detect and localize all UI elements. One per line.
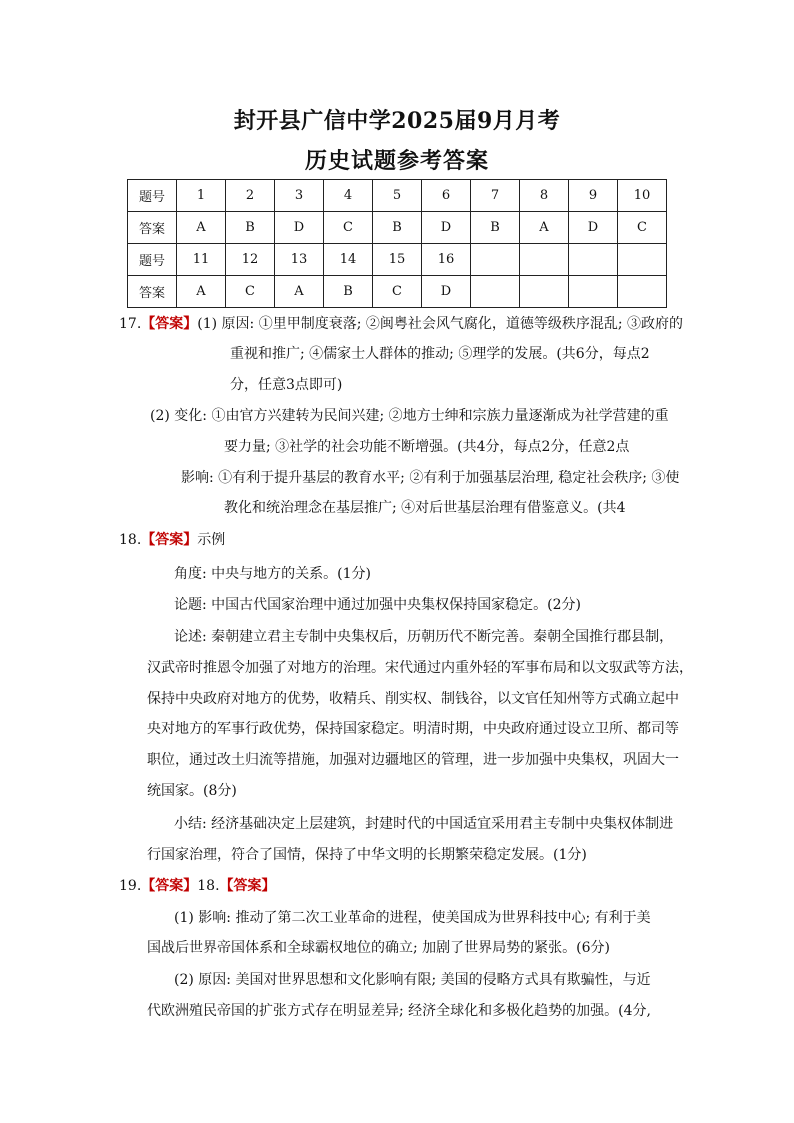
- table-row: [128, 244, 667, 276]
- question-number: 1: [177, 180, 226, 212]
- answer-text: 行国家治理，符合了国情，保持了中华文明的长期繁荣稳定发展。(1分): [147, 847, 587, 863]
- question-number: 7: [471, 180, 520, 212]
- answer-tag: 【答案】: [141, 316, 198, 332]
- empty-cell: [520, 244, 569, 276]
- row-label: 题号: [128, 180, 177, 212]
- answer-text: (2) 原因: 美国对世界思想和文化影响有限; 美国的侵略方式具有欺骗性，与近: [174, 972, 651, 988]
- answer-text: 小结: 经济基础决定上层建筑，封建时代的中国适宜采用君主专制中央集权体制进: [174, 816, 674, 832]
- question-number: 12: [226, 244, 275, 276]
- row-label: 答案: [128, 212, 177, 244]
- answer-text: 职位，通过改土归流等措施，加强对边疆地区的管理，进一步加强中央集权，巩固大一: [147, 752, 679, 768]
- question-number: 17.: [119, 316, 142, 332]
- page-title: 封开县广信中学2025届9月月考: [233, 108, 561, 134]
- answer-cell: B: [373, 212, 422, 244]
- answer-cell: C: [373, 276, 422, 308]
- q18-line: [119, 530, 225, 550]
- question-number: 15: [373, 244, 422, 276]
- question-number: 11: [177, 244, 226, 276]
- table-row: [128, 212, 667, 244]
- answer-text: 论题: 中国古代国家治理中通过加强中央集权保持国家稳定。(2分): [174, 597, 581, 613]
- answer-text: 角度: 中央与地方的关系。(1分): [174, 566, 371, 582]
- answer-table: [127, 179, 667, 308]
- answer-text: 示例: [197, 532, 226, 548]
- answer-cell: A: [177, 276, 226, 308]
- q19-line: [119, 876, 276, 896]
- question-number: 16: [422, 244, 471, 276]
- question-number: 9: [569, 180, 618, 212]
- answer-tag: 【答案】: [219, 878, 276, 894]
- answer-text: 影响: ①有利于提升基层的教育水平; ②有利于加强基层治理, 稳定社会秩序; ③使: [181, 470, 680, 486]
- question-number: 14: [324, 244, 373, 276]
- answer-text: (1) 原因: ①里甲制度衰落; ②闽粤社会风气腐化，道德等级秩序混乱; ③政府的: [197, 316, 684, 332]
- answer-cell: D: [422, 276, 471, 308]
- question-number: 18.: [197, 878, 220, 894]
- answer-cell: A: [275, 276, 324, 308]
- question-number: 2: [226, 180, 275, 212]
- answer-text: 汉武帝时推恩令加强了对地方的治理。宋代通过内重外轻的军事布局和以文驭武等方法，: [147, 660, 693, 676]
- answer-text: (2) 变化: ①由官方兴建转为民间兴建; ②地方士绅和宗族力量逐渐成为社学营建的重: [150, 408, 669, 424]
- answer-cell: C: [618, 212, 667, 244]
- answer-text: 教化和统治理念在基层推广; ④对后世基层治理有借鉴意义。(共4: [224, 500, 626, 516]
- answer-text: 论述: 秦朝建立君主专制中央集权后，历朝历代不断完善。秦朝全国推行郡县制，: [174, 629, 674, 645]
- table-row: [128, 276, 667, 308]
- page-subtitle: 历史试题参考答案: [304, 148, 489, 174]
- answer-text: 统国家。(8分): [147, 783, 237, 799]
- row-label: 题号: [128, 244, 177, 276]
- q17-line: [119, 314, 683, 334]
- answer-cell: A: [177, 212, 226, 244]
- question-number: 4: [324, 180, 373, 212]
- answer-tag: 【答案】: [141, 532, 198, 548]
- question-number: 6: [422, 180, 471, 212]
- answer-cell: A: [520, 212, 569, 244]
- answer-text: 分，任意3点即可): [230, 377, 343, 393]
- question-number: 13: [275, 244, 324, 276]
- answer-cell: D: [569, 212, 618, 244]
- table-row: [128, 180, 667, 212]
- answer-text: 重视和推广; ④儒家士人群体的推动; ⑤理学的发展。(共6分，每点2: [230, 346, 650, 362]
- answer-cell: B: [324, 276, 373, 308]
- empty-cell: [618, 244, 667, 276]
- answer-text: (1) 影响: 推动了第二次工业革命的进程，使美国成为世界科技中心; 有利于美: [174, 910, 651, 926]
- answer-text: 要力量; ③社学的社会功能不断增强。(共4分，每点2分，任意2点: [224, 439, 630, 455]
- empty-cell: [569, 276, 618, 308]
- empty-cell: [471, 244, 520, 276]
- answer-text: 代欧洲殖民帝国的扩张方式存在明显差异; 经济全球化和多极化趋势的加强。(4分,: [147, 1003, 651, 1019]
- answer-cell: B: [471, 212, 520, 244]
- question-number: 18.: [119, 532, 142, 548]
- empty-cell: [471, 276, 520, 308]
- question-number: 8: [520, 180, 569, 212]
- answer-text: 央对地方的军事行政优势，保持国家稳定。明清时期，中央政府通过设立卫所、都司等: [147, 721, 679, 737]
- answer-text: 保持中央政府对地方的优势，收精兵、削实权、制钱谷，以文官任知州等方式确立起中: [147, 691, 679, 707]
- question-number: 5: [373, 180, 422, 212]
- answer-cell: C: [324, 212, 373, 244]
- answer-cell: B: [226, 212, 275, 244]
- answer-cell: D: [422, 212, 471, 244]
- row-label: 答案: [128, 276, 177, 308]
- answer-text: 国战后世界帝国体系和全球霸权地位的确立; 加剧了世界局势的紧张。(6分): [147, 940, 610, 956]
- question-number: 10: [618, 180, 667, 212]
- empty-cell: [618, 276, 667, 308]
- question-number: 19.: [119, 878, 142, 894]
- answer-cell: C: [226, 276, 275, 308]
- empty-cell: [520, 276, 569, 308]
- question-number: 3: [275, 180, 324, 212]
- answer-tag: 【答案】: [141, 878, 198, 894]
- empty-cell: [569, 244, 618, 276]
- answer-cell: D: [275, 212, 324, 244]
